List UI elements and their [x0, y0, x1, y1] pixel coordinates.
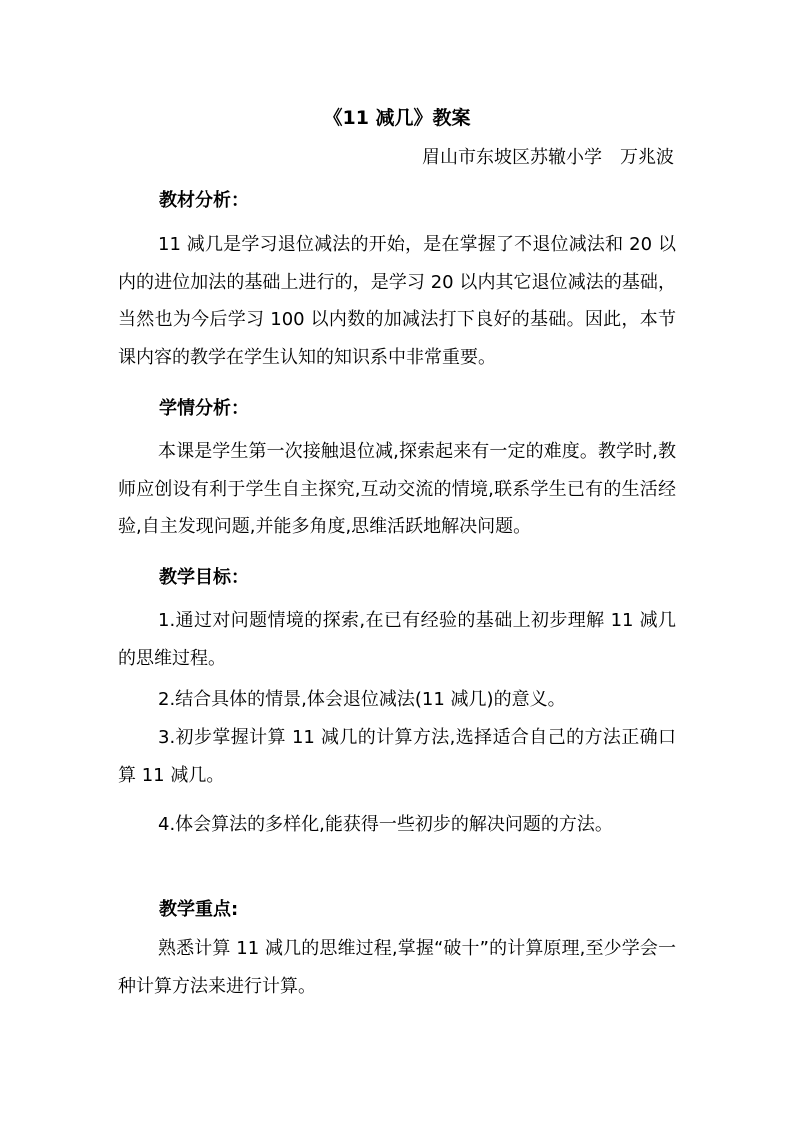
section-heading-teaching-focus: 教学重点:	[159, 899, 239, 920]
goal-item-3: 3.初步掌握计算 11 减几的计算方法,选择适合自己的方法正确口算 11 减几。	[118, 727, 676, 786]
goal-item-2: 2.结合具体的情景,体会退位减法(11 减几)的意义。	[158, 689, 566, 710]
goal-item-1: 1.通过对问题情境的探索,在已有经验的基础上初步理解 11 减几的思维过程。	[118, 610, 676, 669]
section-heading-textbook-analysis: 教材分析：	[159, 190, 249, 211]
section-heading-teaching-goals: 教学目标：	[159, 567, 249, 588]
goal-item-4: 4.体会算法的多样化,能获得一些初步的解决问题的方法。	[158, 814, 613, 835]
author-line: 眉山市东坡区苏辙小学 万兆波	[422, 147, 674, 168]
document-title: 《11 减几》教案	[323, 107, 471, 129]
paragraph-textbook-analysis: 11 减几是学习退位减法的开始，是在掌握了不退位减法和 20 以内的进位加法的基础上进行的，是学习 20 以内其它退位减法的基础，当然也为今后学习 100 以内数的加减法打下良好的基础。因此，本节课内容的教学在学生认知的知识系中非常重要。	[118, 234, 676, 368]
paragraph-student-analysis: 本课是学生第一次接触退位减,探索起来有一定的难度。教学时,教师应创设有利于学生自主探究,互动交流的情境,联系学生已有的生活经验,自主发现问题,并能多角度,思维活跃地解决问题。	[118, 441, 676, 537]
section-heading-student-analysis: 学情分析：	[159, 398, 249, 419]
paragraph-teaching-focus: 熟悉计算 11 减几的思维过程,掌握“破十”的计算原理,至少学会一种计算方法来进行计算。	[118, 938, 676, 997]
